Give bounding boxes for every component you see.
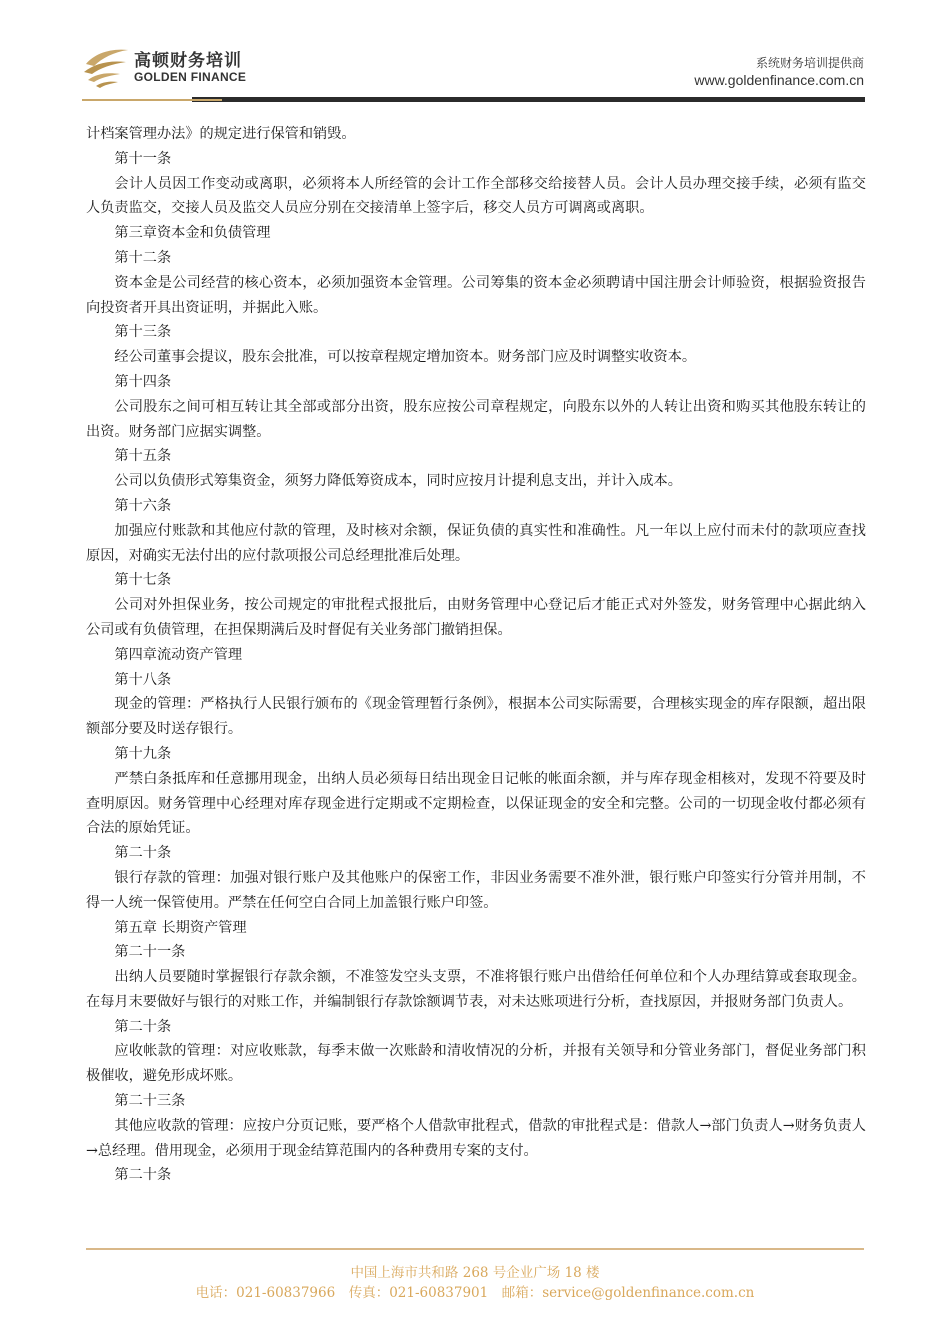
document-paragraph: 经公司董事会提议，股东会批准，可以按章程规定增加资本。财务部门应及时调整实收资本。: [114, 349, 697, 366]
header-tagline: 系统财务培训提供商: [755, 56, 864, 70]
page-header: [0, 0, 950, 110]
document-paragraph: 加强应付账款和其他应付款的管理，及时核对余额，保证负债的真实性和准确性。凡一年以上应付而未付的款项应查找原因，对确实无法付出的应付款项报公司总经理批准后处理。: [86, 522, 866, 564]
footer-divider: [86, 1248, 864, 1250]
document-body: [86, 122, 866, 1188]
document-paragraph: 银行存款的管理：加强对银行账户及其他账户的保密工作，非因业务需要不准外泄，银行账户印签实行分管并用制，不得一人统一保管使用。严禁在任何空白合同上加盖银行账户印签。: [86, 869, 866, 911]
document-paragraph: 第十九条: [114, 745, 172, 762]
golden-finance-logo-icon: [82, 44, 132, 90]
document-paragraph: 第二十条: [114, 1018, 172, 1035]
header-divider: [82, 97, 865, 103]
document-paragraph: 其他应收款的管理：应按户分页记账，要严格个人借款审批程式，借款的审批程式是：借款人→部门负责人→财务负责人→总经理。借用现金，必须用于现金结算范围内的各种费用专案的支付。: [86, 1117, 866, 1159]
document-paragraph: 严禁白条抵库和任意挪用现金，出纳人员必须每日结出现金日记帐的帐面余额，并与库存现金相核对，发现不符要及时查明原因。财务管理中心经理对库存现金进行定期或不定期检查，以保证现金的安全和完整。公司的一切现金收付都必须有合法的原始凭证。: [86, 770, 866, 837]
document-paragraph: 现金的管理：严格执行人民银行颁布的《现金管理暂行条例》，根据本公司实际需要，合理核实现金的库存限额，超出限额部分要及时送存银行。: [86, 696, 866, 738]
document-paragraph: 第二十三条: [114, 1093, 186, 1110]
document-paragraph: 公司股东之间可相互转让其全部或部分出资，股东应按公司章程规定，向股东以外的人转让出资和购买其他股东转让的出资。财务部门应据实调整。: [86, 398, 866, 440]
header-divider-gold: [82, 99, 222, 101]
document-paragraph: 第十一条: [114, 150, 172, 167]
document-paragraph: 公司对外担保业务，按公司规定的审批程式报批后，由财务管理中心登记后才能正式对外签发，财务管理中心据此纳入公司或有负债管理，在担保期满后及时督促有关业务部门撤销担保。: [86, 597, 866, 638]
document-paragraph: 公司以负债形式筹集资金，须努力降低筹资成本，同时应按月计提利息支出，并计入成本。: [114, 473, 682, 490]
document-paragraph: 第三章资本金和负债管理: [114, 225, 271, 242]
document-paragraph: 第二十条: [114, 1167, 172, 1184]
logo-english-name: GOLDEN FINANCE: [134, 70, 247, 84]
document-paragraph: 第二十一条: [114, 944, 186, 961]
document-paragraph: 应收帐款的管理：对应收账款，每季末做一次账龄和清收情况的分析，并报有关领导和分管业务部门，督促业务部门积极催收，避免形成坏账。: [86, 1043, 866, 1085]
header-divider-dark: [192, 97, 865, 102]
header-website: www.goldenfinance.com.cn: [694, 72, 864, 88]
document-paragraph: 第十六条: [114, 497, 172, 514]
logo-chinese-name: 高顿财务培训: [134, 51, 242, 71]
document-paragraph: 第二十条: [114, 845, 172, 862]
document-paragraph: 第十八条: [114, 671, 172, 688]
page-footer: [0, 1263, 950, 1303]
document-paragraph: 计档案管理办法》的规定进行保管和销毁。: [86, 126, 356, 142]
document-paragraph: 资本金是公司经营的核心资本，必须加强资本金管理。公司筹集的资本金必须聘请中国注册会计师验资，根据验资报告向投资者开具出资证明，并据此入账。: [86, 274, 866, 316]
footer-contact: 电话：021-60837966 传真：021-60837901 邮箱：service@goldenfinance.com.cn: [195, 1285, 755, 1301]
company-logo: [82, 44, 262, 94]
document-paragraph: 第五章 长期资产管理: [114, 919, 247, 936]
document-paragraph: 第四章流动资产管理: [114, 646, 243, 663]
document-paragraph: 第十五条: [114, 448, 172, 465]
footer-address: 中国上海市共和路 268 号企业广场 18 楼: [350, 1265, 600, 1281]
document-paragraph: 出纳人员要随时掌握银行存款余额，不准签发空头支票，不准将银行账户出借给任何单位和个人办理结算或套取现金。在每月末要做好与银行的对账工作，并编制银行存款馀额调节表，对未达账项进行分析，查找原因，并报财务部门负责人。: [86, 969, 866, 1010]
document-paragraph: 第十三条: [114, 324, 172, 341]
document-paragraph: 第十七条: [114, 572, 172, 589]
document-paragraph: 会计人员因工作变动或离职，必须将本人所经管的会计工作全部移交给接替人员。会计人员办理交接手续，必须有监交人负责监交，交接人员及监交人员应分别在交接清单上签字后，移交人员方可调离或离职。: [86, 175, 866, 217]
document-paragraph: 第十二条: [114, 249, 172, 266]
document-paragraph: 第十四条: [114, 373, 172, 390]
